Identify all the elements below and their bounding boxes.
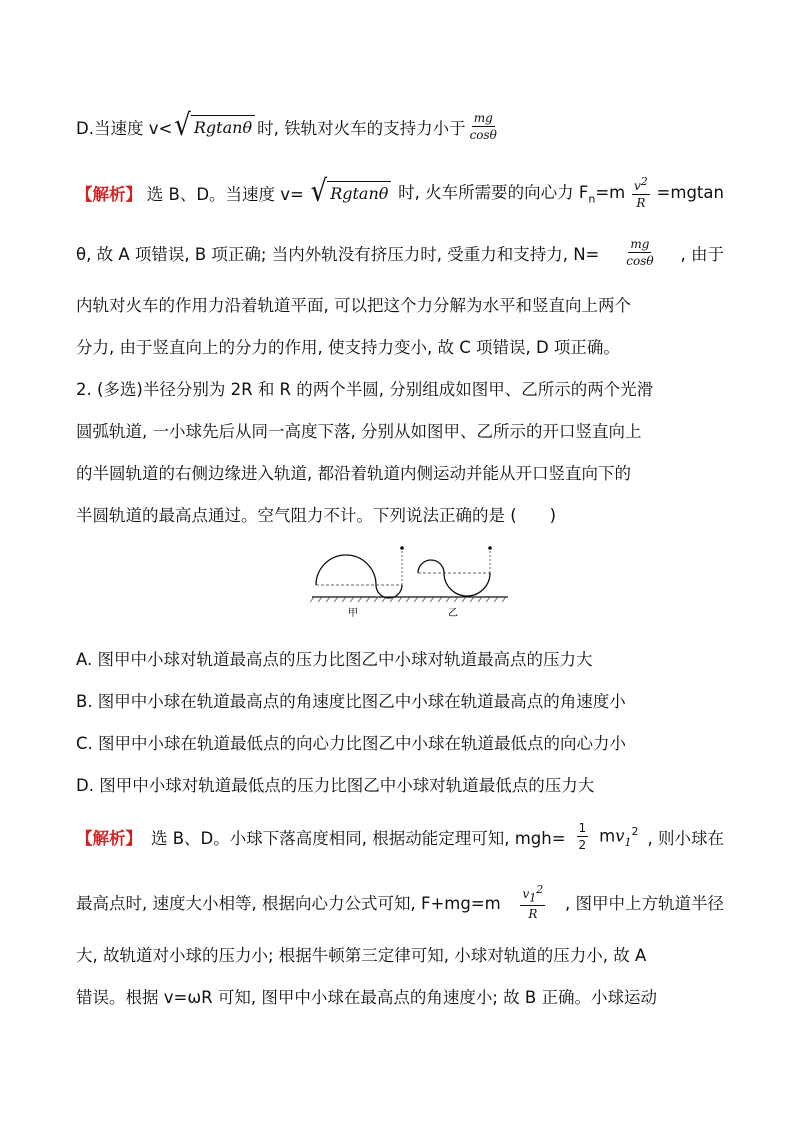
analysis-tag: 【解析】 xyxy=(76,184,142,204)
label-jia: 甲 xyxy=(348,608,358,619)
analysis1-line2: θ, 故 A 项错误, B 项正确; 当内外轨没有挤压力时, 受重力和支持力, N= $\frac{mg}{\cos\theta}$ , 由于 xyxy=(76,237,724,268)
option-d-text: D.当速度 v< xyxy=(76,118,173,138)
option-d-q1 xyxy=(76,108,724,144)
option-c: C. 图甲中小球在轨道最低点的向心力比图乙中小球在轨道最低点的向心力小 xyxy=(76,734,627,753)
track-figure xyxy=(310,545,510,620)
option-b: B. 图甲中小球在轨道最高点的角速度比图乙中小球在轨道最高点的角速度小 xyxy=(76,692,626,711)
track-yi-lower xyxy=(444,573,490,596)
track-diagram xyxy=(310,545,510,620)
fraction-v1-r: $\frac{v_1^2}{R}$ xyxy=(522,883,544,922)
question2-line1: 2. (多选)半径分别为 2R 和 R 的两个半圆, 分别组成如图甲、乙所示的两个光滑 xyxy=(76,380,654,399)
ball-yi xyxy=(488,546,492,550)
track-yi-upper xyxy=(418,560,444,573)
option-d: D. 图甲中小球对轨道最低点的压力比图乙中小球对轨道最低点的压力大 xyxy=(76,776,595,795)
option-a: A. 图甲中小球对轨道最高点的压力比图乙中小球对轨道最高点的压力大 xyxy=(76,650,593,669)
fraction-v2-r: $\frac{v^2}{R}$ xyxy=(634,175,648,210)
analysis2-line2: 最高点时, 速度大小相等, 根据向心力公式可知, F+mg=m $\frac{v_1^2}{R}$ , 图甲中上方轨道半径 xyxy=(76,883,724,922)
analysis-tag: 【解析】 xyxy=(76,828,142,848)
analysis2-line4: 错误。根据 v=ωR 可知, 图甲中小球在最高点的角速度小; 故 B 正确。小球运动 xyxy=(76,988,657,1007)
fraction-half: $\frac{1}{2}$ xyxy=(578,821,587,852)
label-yi: 乙 xyxy=(448,608,458,619)
question2-line2: 圆弧轨道, 一小球先后从同一高度下落, 分别从如图甲、乙所示的开口竖直向上 xyxy=(76,422,642,441)
sqrt-expression: √ Rgtanθ xyxy=(174,113,255,140)
analysis1-line3: 内轨对火车的作用力沿着轨道平面, 可以把这个力分解为水平和竖直向上两个 xyxy=(76,296,631,315)
ball-jia xyxy=(400,546,404,550)
analysis2-line3: 大, 故轨道对小球的压力小; 根据牛顿第三定律可知, 小球对轨道的压力小, 故 A xyxy=(76,946,647,965)
question2-line4: 半圆轨道的最高点通过。空气阻力不计。下列说法正确的是 ( ) xyxy=(76,506,557,525)
question2-line3: 的半圆轨道的右侧边缘进入轨道, 都沿着轨道内侧运动并能从开口竖直向下的 xyxy=(76,464,631,483)
option-d-text-2: 时, 铁轨对火车的支持力小于 xyxy=(257,118,466,138)
analysis1-line1: 【解析】 选 B、D。当速度 v= √ Rgtanθ 时, 火车所需要的向心力 $F_n=m$ $\frac{v^2}{R}$ =mgtan xyxy=(76,174,724,210)
analysis1-line4: 分力, 由于竖直向上的分力的作用, 使支持力变小, 故 C 项错误, D 项正确。 xyxy=(76,338,620,357)
fraction-mg-cos: $\frac{mg}{\cos\theta}$ xyxy=(469,111,497,142)
track-jia-lower xyxy=(376,585,402,598)
fraction-mg-cos: $\frac{mg}{\cos\theta}$ xyxy=(626,237,654,268)
sqrt-expression: √ Rgtanθ xyxy=(311,179,392,206)
track-jia-upper xyxy=(316,555,376,585)
analysis2-line1: 【解析】 选 B、D。小球下落高度相同, 根据动能定理可知, mgh= $\frac{1}{2}$ $mv_1^2$ , 则小球在 xyxy=(76,821,724,852)
